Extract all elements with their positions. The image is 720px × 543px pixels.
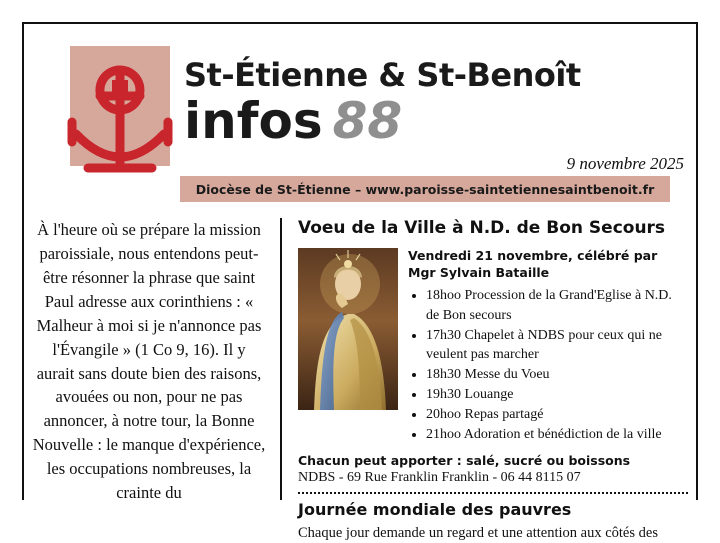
editorial-text: À l'heure où se prépare la mission paroissiale, nous entendons peut-être résonner la phrase que saint Paul adresse aux corinthiens : « Malheur à moi si je n'annonce pas l'Évangile » (1 Co 9, 16). Il y aurait sans doute bien des raisons, avouées ou non, pour ne pas annoncer, à notre tour, la Bonne Nouvelle : le manque d'expérience, les occupations nombreuses, la crainte du [32,220,266,503]
list-item: • 18h30 Messe du Voeu [426,365,688,385]
list-item: • 20hoo Repas partagé [426,405,688,425]
bring-note: Chacun peut apporter : salé, sucré ou boissons [298,452,631,468]
main-column [282,218,688,541]
list-item: • 19h30 Louange [426,385,688,405]
schedule-list [408,286,688,445]
page-title: St-Étienne & St-Benoît [184,56,581,94]
infos-word: infos [184,92,323,150]
section-divider [298,492,688,494]
list-item: • 21hoo Adoration et bénédiction de la ville [426,425,688,445]
venue-address: NDBS - 69 Rue Franklin Franklin - 06 44 8115 07 [298,469,581,485]
cross-and-anchor-logo-icon [54,50,186,180]
website-banner[interactable] [180,176,670,202]
editorial-column [32,218,282,503]
article-lead: Vendredi 21 novembre, célébré par Mgr Sylvain Bataille [408,248,658,280]
masthead-text [170,34,688,173]
article2-title: Journée mondiale des pauvres [298,499,572,519]
statue-photo [298,248,398,410]
issue-line [184,92,688,150]
issue-date: 9 novembre 2025 [566,154,684,173]
article-text [408,248,688,445]
statue-image [298,248,398,410]
article-title: Voeu de la Ville à N.D. de Bon Secours [298,218,666,238]
issue-number: 88 [332,92,403,150]
list-item: • 18hoo Procession de la Grand'Eglise à N.D. de Bon secours [426,286,688,326]
article-body [298,248,688,445]
list-item: • 17h30 Chapelet à NDBS pour ceux qui ne veulent pas marcher [426,326,688,366]
logo-block [70,46,170,166]
article2-text: Chaque jour demande un regard et une attention aux côtés des [298,524,658,541]
website-banner-label: Diocèse de St-Étienne – www.paroisse-saintetiennesaintbenoit.fr [195,181,655,197]
content-columns [32,218,688,541]
